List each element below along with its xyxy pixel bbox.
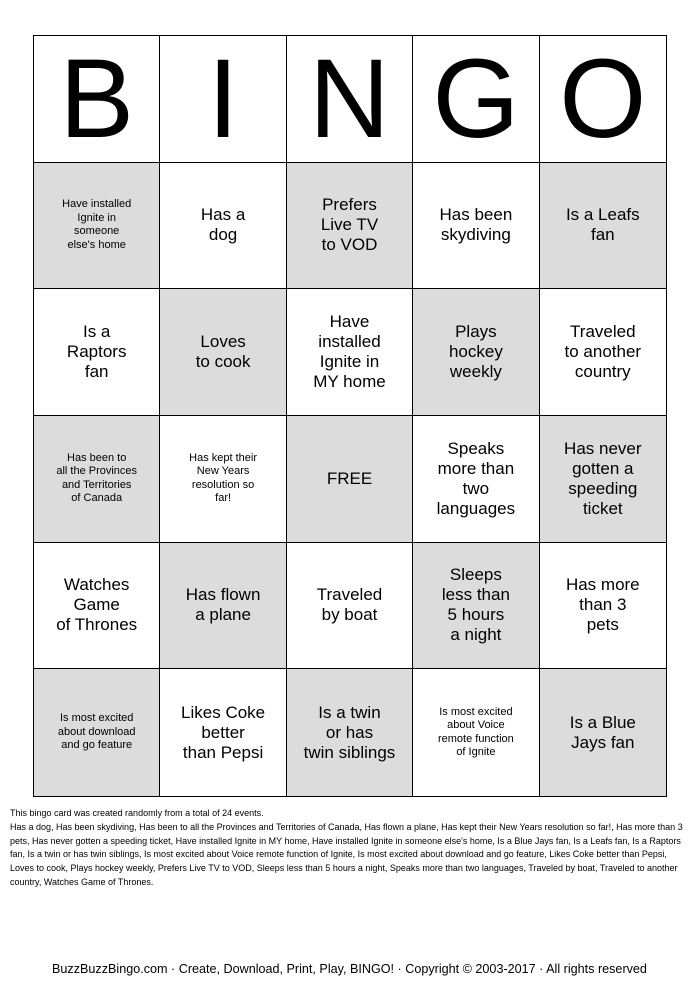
bingo-square-r1c4 <box>413 163 539 290</box>
bingo-square-r2c5 <box>540 289 666 416</box>
header-letter-o <box>540 36 666 163</box>
header-letter-text: O <box>559 36 647 161</box>
bingo-square-text: Watches Game of Thrones <box>56 575 138 635</box>
bingo-square-r4c1 <box>34 543 160 670</box>
bingo-square-text: Has never gotten a speeding ticket <box>564 438 642 518</box>
site-footer: BuzzBuzzBingo.com · Create, Download, Print, Play, BINGO! · Copyright © 2003-2017 · All rights reserved <box>52 962 647 976</box>
event-list-footnote <box>10 807 690 890</box>
bingo-square-text: Has been to all the Provinces and Territories of Canada <box>56 451 138 505</box>
bingo-square-text: Is most excited about download and go feature <box>57 712 136 752</box>
free-square-text: FREE <box>326 468 373 488</box>
bingo-square-text: Is most excited about Voice remote function of Ignite <box>437 705 514 759</box>
bingo-square-r2c4 <box>413 289 539 416</box>
bingo-square-text: Have installed Ignite in MY home <box>313 312 386 392</box>
bingo-square-r1c2 <box>160 163 286 290</box>
header-letter-text: B <box>59 36 135 161</box>
bingo-square-text: Prefers Live TV to VOD <box>320 195 379 255</box>
bingo-square-r1c1 <box>34 163 160 290</box>
bingo-square-text: Has more than 3 pets <box>565 575 640 635</box>
bingo-square-text: Is a twin or has twin siblings <box>303 702 396 762</box>
bingo-square-text: Has kept their New Years resolution so far! <box>189 451 258 505</box>
bingo-square-r1c5 <box>540 163 666 290</box>
bingo-square-r3c5 <box>540 416 666 543</box>
bingo-square-r4c3 <box>287 543 413 670</box>
bingo-square-text: Speaks more than two languages <box>436 438 516 518</box>
bingo-square-text: Plays hockey weekly <box>448 322 503 382</box>
bingo-square-text: Is a Blue Jays fan <box>569 712 636 752</box>
header-letter-text: I <box>207 36 239 161</box>
bingo-square-text: Loves to cook <box>195 332 251 372</box>
bingo-square-r1c3 <box>287 163 413 290</box>
bingo-square-text: Traveled by boat <box>316 585 383 625</box>
free-square <box>287 416 413 543</box>
header-letter-text: N <box>309 36 390 161</box>
footnote-event-list: Has a dog, Has been skydiving, Has been to all the Provinces and Territories of Canada, Has flown a plane, Has kept their New Years resolution so far!, Has more than 3 pets, Has never gotten a speeding ticket, Have installed Ignite in MY home, Have installed Ignite in someone else's home, Is a Blue Jays fan, Is a Leafs fan, Is a Raptors fan, Is a twin or has twin siblings, Is most excited about Voice remote function of Ignite, Is most excited about download and go feature, Likes Coke better than Pepsi, Loves to cook, Plays hockey weekly, Prefers Live TV to VOD, Sleeps less than 5 hours a night, Speaks more than two languages, Traveled by boat, Traveled to another country, Watches Game of Thrones. <box>10 821 683 887</box>
bingo-square-r3c1 <box>34 416 160 543</box>
bingo-square-r5c4 <box>413 669 539 796</box>
bingo-square-text: Likes Coke better than Pepsi <box>181 702 266 762</box>
header-letter-text: G <box>432 36 520 161</box>
header-letter-g <box>413 36 539 163</box>
bingo-square-r3c4 <box>413 416 539 543</box>
bingo-square-text: Sleeps less than 5 hours a night <box>441 565 510 645</box>
bingo-square-r5c2 <box>160 669 286 796</box>
bingo-square-r2c1 <box>34 289 160 416</box>
bingo-card <box>33 35 667 797</box>
header-letter-b <box>34 36 160 163</box>
bingo-square-text: Traveled to another country <box>564 322 642 382</box>
bingo-square-text: Has a dog <box>200 205 246 245</box>
bingo-square-r4c4 <box>413 543 539 670</box>
bingo-square-r5c3 <box>287 669 413 796</box>
bingo-square-r5c5 <box>540 669 666 796</box>
bingo-square-r2c2 <box>160 289 286 416</box>
header-letter-i <box>160 36 286 163</box>
bingo-square-text: Has flown a plane <box>185 585 261 625</box>
bingo-square-text: Is a Leafs fan <box>565 205 640 245</box>
footnote-summary: This bingo card was created randomly from a total of 24 events. <box>10 808 264 818</box>
bingo-square-r4c5 <box>540 543 666 670</box>
header-letter-n <box>287 36 413 163</box>
bingo-square-text: Have installed Ignite in someone else's home <box>62 198 132 251</box>
bingo-square-text: Has been skydiving <box>439 205 513 245</box>
bingo-square-r5c1 <box>34 669 160 796</box>
bingo-square-r4c2 <box>160 543 286 670</box>
bingo-square-r2c3 <box>287 289 413 416</box>
bingo-square-r3c2 <box>160 416 286 543</box>
bingo-square-text: Is a Raptors fan <box>66 322 127 382</box>
